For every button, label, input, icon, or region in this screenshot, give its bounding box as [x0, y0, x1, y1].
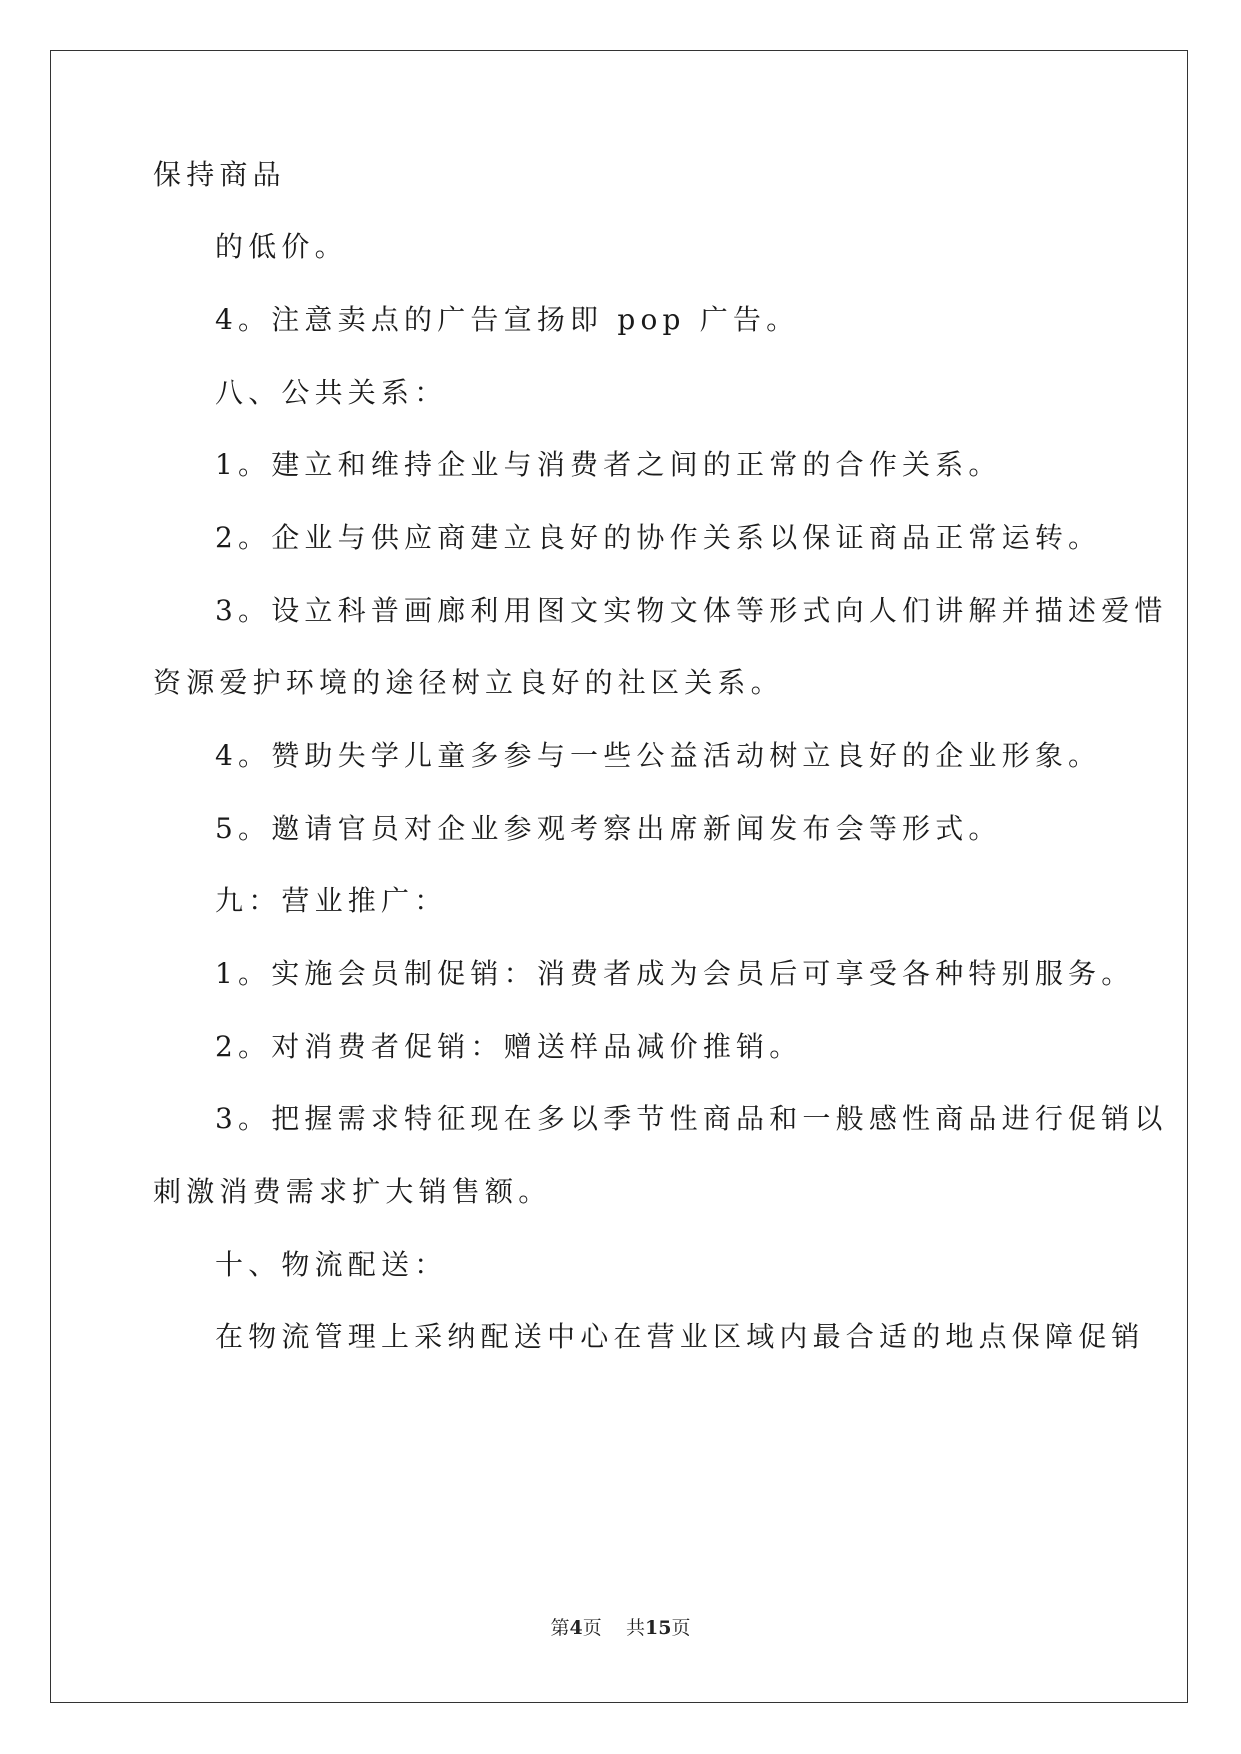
footer-total-suffix: 页 [671, 1617, 691, 1639]
text-line: 5。邀请官员对企业参观考察出席新闻发布会等形式。 [215, 812, 1002, 845]
footer-page-number: 4 [569, 1617, 583, 1639]
section-heading: 八、公共关系： [215, 376, 448, 409]
text-line: 的低价。 [215, 230, 348, 263]
text-line: 资源爱护环境的途径树立良好的社区关系。 [153, 666, 784, 699]
page-footer [0, 1613, 1241, 1640]
text-line: 刺激消费需求扩大销售额。 [153, 1175, 552, 1208]
text-line: 保持商品 [153, 158, 286, 191]
text-line: 1。实施会员制促销：消费者成为会员后可享受各种特别服务。 [215, 957, 1135, 990]
footer-page-suffix: 页 [582, 1617, 602, 1639]
text-line: 2。企业与供应商建立良好的协作关系以保证商品正常运转。 [215, 521, 1102, 554]
text-line: 2。对消费者促销：赠送样品减价推销。 [215, 1030, 803, 1063]
text-line: 在物流管理上采纳配送中心在营业区域内最合适的地点保障促销 [215, 1320, 1145, 1353]
footer-total-pages: 15 [644, 1617, 672, 1639]
footer-page-prefix: 第 [550, 1617, 570, 1639]
footer-total-prefix: 共 [625, 1617, 645, 1639]
text-line: 1。建立和维持企业与消费者之间的正常的合作关系。 [215, 448, 1002, 481]
text-line: 4。赞助失学儿童多参与一些公益活动树立良好的企业形象。 [215, 739, 1102, 772]
text-line: 3。把握需求特征现在多以季节性商品和一般感性商品进行促销以 [215, 1102, 1168, 1135]
section-heading: 九：营业推广： [215, 884, 448, 917]
page-border [50, 50, 1188, 1703]
text-line: 4。注意卖点的广告宣扬即 pop 广告。 [215, 303, 800, 336]
text-line: 3。设立科普画廊利用图文实物文体等形式向人们讲解并描述爱惜 [215, 594, 1168, 627]
section-heading: 十、物流配送： [215, 1248, 448, 1281]
